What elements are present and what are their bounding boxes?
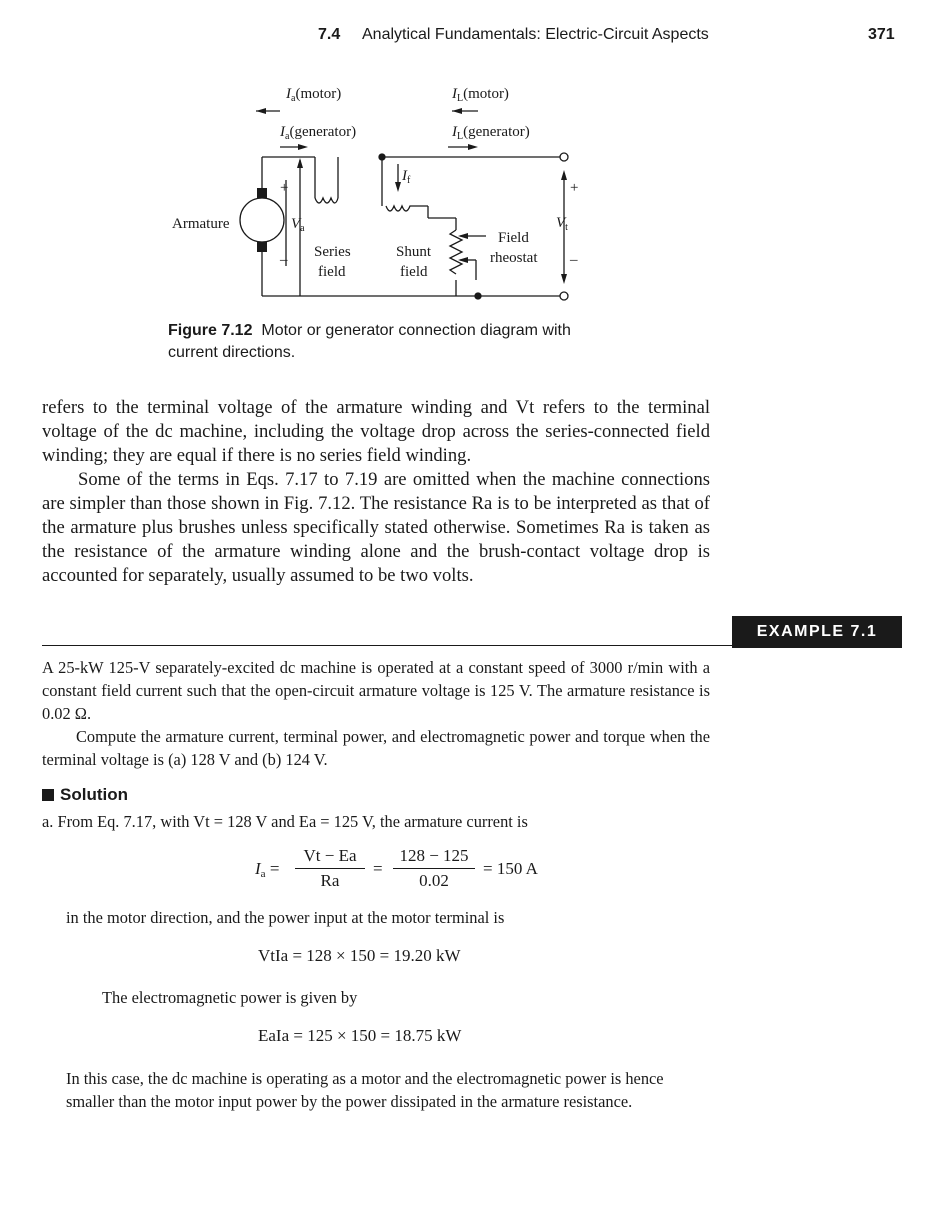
va-label: $V_a$ bbox=[291, 216, 305, 234]
example-statement-1: A 25-kW 125-V separately-excited dc machine is operated at a constant speed of 3000 r/min with a constant field current such that the open-circuit armature voltage is 125 V. The armature resistance is 0.02 Ω. bbox=[42, 658, 710, 723]
solution-part-a-intro: a. From Eq. 7.17, with Vt = 128 V and Ea = 125 V, the armature current is bbox=[42, 812, 528, 831]
body-text bbox=[42, 396, 710, 588]
shunt-field-label-2: field bbox=[400, 264, 428, 280]
em-power-text: The electromagnetic power is given by bbox=[102, 988, 358, 1007]
field-rheostat-label-2: rheostat bbox=[490, 250, 538, 266]
example-rule bbox=[42, 645, 732, 646]
if-label: $I_f$ bbox=[402, 168, 411, 186]
solution-bullet-icon bbox=[42, 789, 54, 801]
ia-generator-label: $I_a(generator)$ bbox=[280, 124, 357, 142]
ia-motor-label: $I_a(motor)$ bbox=[286, 86, 342, 104]
brush-top bbox=[257, 188, 267, 198]
motor-direction-text: in the motor direction, and the power input at the motor terminal is bbox=[66, 908, 505, 927]
armature-label: Armature bbox=[172, 216, 230, 232]
figure-caption bbox=[168, 320, 608, 364]
terminal-plus: + bbox=[570, 180, 579, 196]
armature-circle bbox=[240, 198, 284, 242]
example-statement-2: Compute the armature current, terminal power, and electromagnetic power and torque when the terminal voltage is (a) 128 V and (b) 124 V. bbox=[42, 727, 710, 769]
body-paragraph-2: Some of the terms in Eqs. 7.17 to 7.19 are omitted when the machine connections are simpler than those shown in Fig. 7.12. The resistance Ra is to be interpreted as that of the armature plus brushes unless specifically stated otherwise. Sometimes Ra is taken as the resistance of the armature winding alone and the brush-contact voltage drop is accounted for separately, usually assumed to be two volts. bbox=[42, 469, 710, 586]
equation-armature-current: $I_a$ = Vt − Ea Ra = 128 − 125 0.02 = 150 A bbox=[255, 846, 538, 890]
eq1-result: = 150 A bbox=[483, 859, 538, 878]
example-statement bbox=[42, 656, 710, 771]
vt-label: $V_t$ bbox=[556, 215, 568, 233]
il-generator-label: $I_L(generator)$ bbox=[452, 124, 530, 142]
body-paragraph-1: refers to the terminal voltage of the armature winding and Vt refers to the terminal voltage of the dc machine, including the voltage drop across the series-connected field winding; they are equal if there is no series field winding. bbox=[42, 397, 710, 466]
circuit-figure bbox=[160, 80, 600, 310]
il-motor-label: $I_L(motor)$ bbox=[452, 86, 509, 104]
solution-heading-text: Solution bbox=[60, 785, 128, 804]
armature-plus: + bbox=[280, 180, 289, 196]
circuit-diagram bbox=[160, 80, 600, 310]
section-title: Analytical Fundamentals: Electric-Circuit Aspects bbox=[362, 26, 709, 43]
conclusion-text: In this case, the dc machine is operating as a motor and the electromagnetic power is hence smaller than the motor input power by the power dissipated in the armature resistance. bbox=[66, 1069, 664, 1111]
brush-bottom bbox=[257, 242, 267, 252]
equation-terminal-power: VtIa = 128 × 150 = 19.20 kW bbox=[258, 946, 461, 965]
running-head bbox=[0, 26, 936, 48]
caption-number: Figure 7.12 bbox=[168, 322, 253, 339]
shunt-field-label-1: Shunt bbox=[396, 244, 432, 260]
equation-em-power: EaIa = 125 × 150 = 18.75 kW bbox=[258, 1026, 462, 1045]
eq1-fraction-numeric: 128 − 125 0.02 bbox=[393, 845, 475, 892]
field-rheostat-label-1: Field bbox=[498, 230, 529, 246]
solution-heading bbox=[42, 785, 128, 805]
series-field-label-1: Series bbox=[314, 244, 351, 260]
series-field-label-2: field bbox=[318, 264, 346, 280]
terminal-minus: – bbox=[570, 252, 578, 268]
section-number: 7.4 bbox=[318, 26, 341, 43]
eq1-fraction-symbolic: Vt − Ea Ra bbox=[295, 845, 365, 892]
page-number: 371 bbox=[868, 26, 895, 43]
caption-text: Motor or generator connection diagram with current directions. bbox=[168, 322, 571, 361]
armature-minus: – bbox=[280, 252, 288, 268]
example-label: EXAMPLE 7.1 bbox=[732, 616, 902, 648]
